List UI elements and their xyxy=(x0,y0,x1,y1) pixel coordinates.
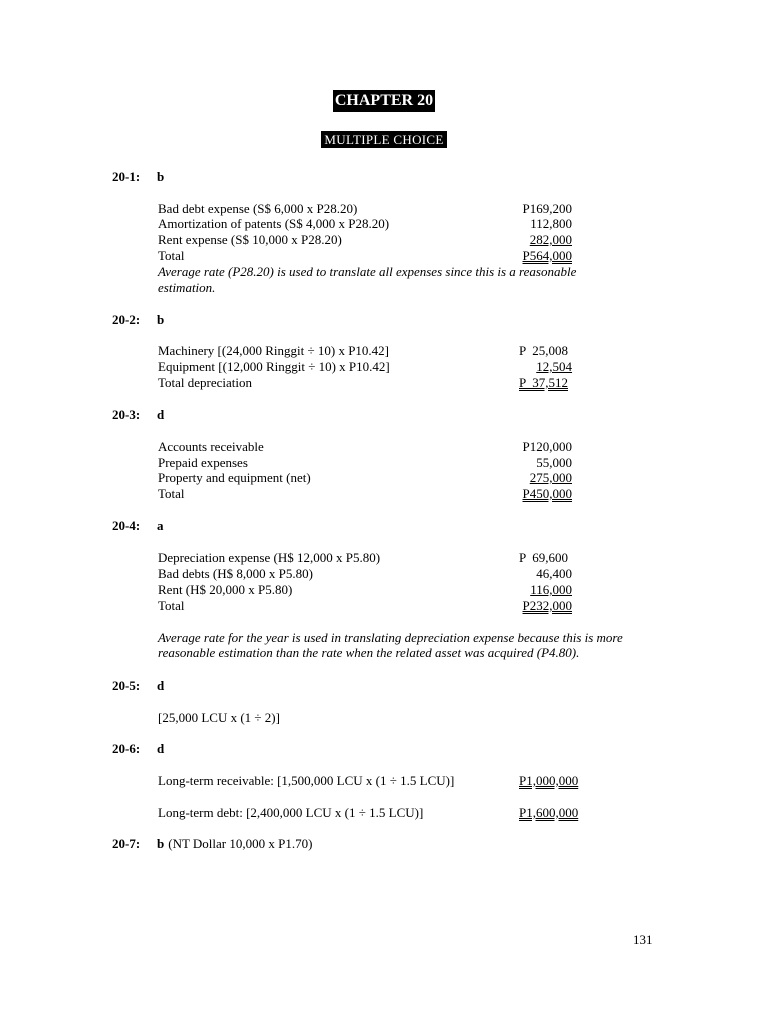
section-title-text: MULTIPLE CHOICE xyxy=(321,131,446,148)
q1-note: Average rate (P28.20) is used to translate all expenses since this is a reasonable xyxy=(158,264,577,279)
q2-row-amount: 12,504 xyxy=(536,359,572,374)
q3-row-label: Accounts receivable xyxy=(158,439,264,454)
q4-row-amount: 116,000 xyxy=(530,582,572,597)
q1-total-label: Total xyxy=(158,248,185,263)
q4-note: reasonable estimation than the rate when the related asset was acquired (P4.80). xyxy=(158,645,580,660)
q1-row-label: Bad debt expense (S$ 6,000 x P28.20) xyxy=(158,201,358,216)
q2-total-label: Total depreciation xyxy=(158,375,253,390)
q4-row-label: Depreciation expense (H$ 12,000 x P5.80) xyxy=(158,550,381,565)
q4-row-label: Bad debts (H$ 8,000 x P5.80) xyxy=(158,566,313,581)
question-number: 20-7: xyxy=(112,836,141,851)
question-answer: b xyxy=(157,836,165,851)
question-answer: d xyxy=(157,678,165,693)
q7-detail: (NT Dollar 10,000 x P1.70) xyxy=(168,836,313,851)
q2-row-label: Machinery [(24,000 Ringgit ÷ 10) x P10.42] xyxy=(158,343,389,358)
q6-receivable-label: Long-term receivable: [1,500,000 LCU x (1 ÷ 1.5 LCU)] xyxy=(158,773,455,788)
page-number: 131 xyxy=(633,932,653,947)
question-number: 20-2: xyxy=(112,312,141,327)
q1-row-label: Amortization of patents (S$ 4,000 x P28.20) xyxy=(158,216,390,231)
q3-row-amount: 275,000 xyxy=(529,470,572,485)
question-answer: b xyxy=(157,169,165,184)
q4-total-label: Total xyxy=(158,598,185,613)
q3-row-label: Prepaid expenses xyxy=(158,455,248,470)
q1-row-amount: P169,200 xyxy=(522,201,572,216)
question-number: 20-5: xyxy=(112,678,141,693)
question-20-5-header xyxy=(112,678,164,694)
q3-row-amount: 55,000 xyxy=(536,455,572,470)
question-20-7-header xyxy=(112,836,312,852)
q1-total-amount: P564,000 xyxy=(522,248,572,263)
question-answer: d xyxy=(157,741,165,756)
chapter-title-text: CHAPTER 20 xyxy=(333,90,435,112)
q3-row-amount: P120,000 xyxy=(522,439,572,454)
question-number: 20-3: xyxy=(112,407,141,422)
q6-debt-amount: P1,600,000 xyxy=(519,805,579,820)
q4-row-amount: 46,400 xyxy=(536,566,572,581)
question-number: 20-4: xyxy=(112,518,141,533)
q2-row-amount: P 25,008 xyxy=(519,343,568,358)
q4-row-amount: P 69,600 xyxy=(519,550,568,565)
question-number: 20-6: xyxy=(112,741,141,756)
question-number: 20-1: xyxy=(112,169,141,184)
question-answer: b xyxy=(157,312,165,327)
q5-computation: [25,000 LCU x (1 ÷ 2)] xyxy=(158,710,280,725)
q3-total-label: Total xyxy=(158,486,185,501)
q1-row-amount: 282,000 xyxy=(529,232,572,247)
q2-total-amount: P 37,512 xyxy=(519,375,568,390)
q3-row-label: Property and equipment (net) xyxy=(158,470,311,485)
question-20-3-header xyxy=(112,407,164,423)
question-20-6-header xyxy=(112,741,164,757)
question-20-4-header xyxy=(112,518,164,534)
question-answer: a xyxy=(157,518,164,533)
q6-receivable-amount: P1,000,000 xyxy=(519,773,579,788)
q3-total-amount: P450,000 xyxy=(522,486,572,501)
question-20-2-header xyxy=(112,312,164,328)
question-20-1-header xyxy=(112,169,164,185)
q4-total-amount: P232,000 xyxy=(522,598,572,613)
q6-debt-label: Long-term debt: [2,400,000 LCU x (1 ÷ 1.5 LCU)] xyxy=(158,805,424,820)
q1-row-amount: 112,800 xyxy=(530,216,572,231)
q4-note: Average rate for the year is used in translating depreciation expense because this is more xyxy=(158,630,623,645)
q1-note: estimation. xyxy=(158,280,216,295)
q4-row-label: Rent (H$ 20,000 x P5.80) xyxy=(158,582,293,597)
q1-row-label: Rent expense (S$ 10,000 x P28.20) xyxy=(158,232,342,247)
section-title xyxy=(0,131,768,148)
chapter-title xyxy=(0,90,768,112)
q2-row-label: Equipment [(12,000 Ringgit ÷ 10) x P10.42] xyxy=(158,359,390,374)
question-answer: d xyxy=(157,407,165,422)
